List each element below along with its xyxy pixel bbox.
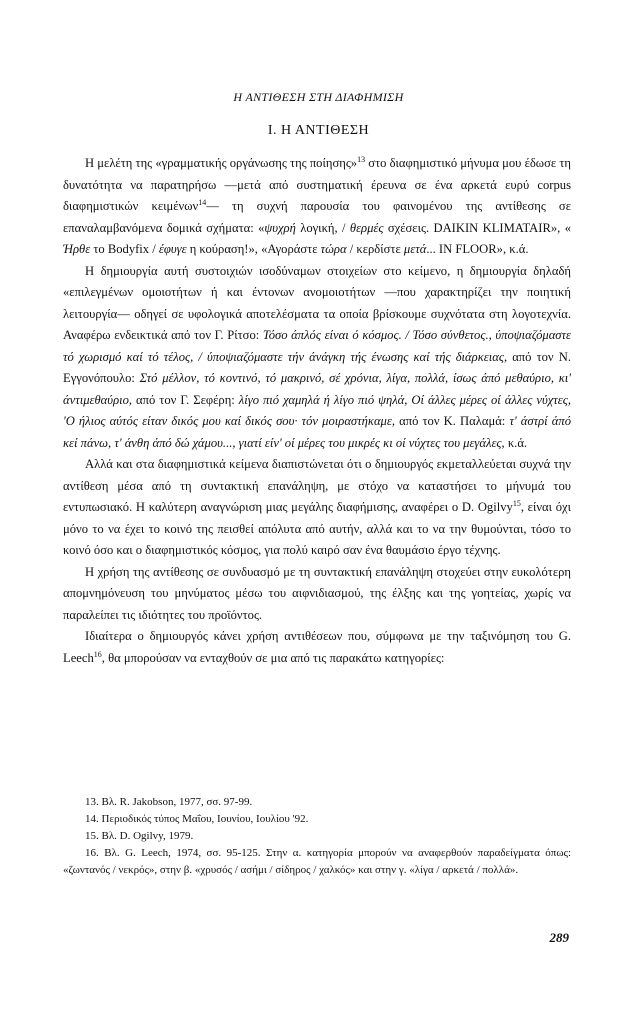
footnote-ref-14: 14 bbox=[198, 197, 207, 207]
quote-ritsos: Τόσο άπλός είναι ό κόσμος. / Τόσο σύνθετος., ύποψιαζόμαστε τό χωρισμό καί τό τέλος, / ύποψιαζόμαστε τήν άνάγκη τής ένωσης καί τής διάρκειας, bbox=[63, 328, 571, 364]
paragraph-4: Η χρήση της αντίθεσης σε συνδυασμό με τη συντακτική επανάληψη στοχεύει στην ευκολότερη απομνημόνευση του μηνύματος μέσω του αιφνιδιασμού, της έλξης και της γοητείας, χωρίς να παραλείπει τις ιδιότητες του προϊόντος. bbox=[63, 564, 571, 622]
paragraph-5: Ιδιαίτερα ο δημιουργός κάνει χρήση αντιθέσεων που, σύμφωνα με την ταξινόμηση του G. Leech$^{16}$, θα μπορούσαν να ενταχθούν σε μια από τις παρακάτω κατηγορίες: bbox=[63, 629, 571, 665]
page-number: 289 bbox=[549, 930, 569, 945]
section-title: Ι. Η ΑΝΤΙΘΕΣΗ bbox=[267, 123, 370, 138]
footnote-ref-13: 13 bbox=[357, 154, 366, 164]
footnote-ref-16: 16 bbox=[93, 649, 102, 659]
footnote-15: 15. Βλ. D. Ogilvy, 1979. bbox=[85, 830, 194, 842]
footnotes bbox=[63, 794, 571, 879]
body-text bbox=[63, 153, 571, 669]
footnote-14: 14. Περιοδικός τύπος Μαΐου, Ιουνίου, Ιουλίου '92. bbox=[85, 813, 309, 825]
footnote-ref-15: 15 bbox=[512, 498, 521, 508]
paragraph-1: Η μελέτη της «γραμματικής οργάνωσης της ποίησης»$^{13}$ στο διαφημιστικό μήνυμα μου έδωσε τη δυνατότητα να παρατηρήσω —μετά από συστηματική έρευνα σε ένα αρκετά ευρύ corpus διαφημιστικών κειμένων$^{14}$— τη συχνή παρουσία του φαινομένου της αντίθεσης σε επαναλαμβανόμενα δομικά σχήματα: «ψυχρή λογική, / θερμές σχέσεις. DAIKIN KLIMATAIR», « Ήρθε το Bodyfix / έφυγε η κούραση!», «Αγοράστε τώρα / κερδίστε μετά... IN FLOOR», κ.ά. bbox=[63, 154, 571, 256]
footnote-16: 16. Βλ. G. Leech, 1974, σσ. 95-125. Στην α. κατηγορία μπορούν να αναφερθούν παραδείγματα όπως: «ζωντανός / νεκρός», στην β. «χρυσός / ασήμι / σίδηρος / χαλκός» και στην γ. «λίγα / αρκετά / πολλά». bbox=[63, 847, 571, 876]
footnote-13: 13. Βλ. R. Jakobson, 1977, σσ. 97-99. bbox=[85, 796, 253, 808]
running-head: Η ΑΝΤΙΘΕΣΗ ΣΤΗ ΔΙΑΦΗΜΙΣΗ bbox=[233, 90, 404, 104]
paragraph-3: Αλλά και στα διαφημιστικά κείμενα διαπιστώνεται ότι ο δημιουργός εκμεταλλεύεται συχνά την αντίθεση μέσα από τη συντακτική επανάληψη, με στόχο να καταστήσει το μήνυμά του εντυπωσιακό. Η καλύτερη αναγνώριση μιας μεγάλης διαφήμισης, αναφέρει ο D. Ogilvy$^{15}$, είναι όχι μόνο το να έχει το κοινό της πεισθεί απόλυτα από αυτήν, αλλά και το να την θυμούνται, τόσο το κοινό όσο και ο διαφημιστικός κόσμος, για πολύ καιρό σαν ένα θαυμάσιο έργο τέχνης. bbox=[63, 457, 571, 557]
quote-seferis: λίγο πιό χαμηλά ή λίγο πιό ψηλά, Οί άλλες μέρες οί άλλες νύχτες, 'Ο ήλιος αύτός είταν δικός μου καί δικός σου· τόν μοιραστήκαμε, bbox=[63, 392, 571, 428]
quote-palamas: τ' άστρί άπό κεί πάνω, τ' άνθη άπό δώ χάμου..., γιατί είν' οί μέρες του μικρές κι οί νύχτες του μεγάλες, bbox=[63, 414, 571, 450]
paragraph-2: Η δημιουργία αυτή συστοιχιών ισοδύναμων στοιχείων στο κείμενο, η δημιουργία δηλαδή «επιλεγμένων ομοιοτήτων ή και έντονων ανομοιοτήτων —που χαρακτηρίζει την ποιητική λειτουργία— οδηγεί σε υφολογικά αποτελέσματα τα οποία βρίσκουμε συχνότατα στη λογοτεχνία. Αναφέρω ενδεικτικά από τον Γ. Ρίτσο: Τόσο άπλός είναι ό κόσμος. / Τόσο σύνθετος., ύποψιαζόμαστε τό χωρισμό καί τό τέλος, / ύποψιαζόμαστε τήν άνάγκη τής ένωσης καί τής διάρκειας, από τον Ν. Εγγονόπουλο: Στό μέλλον, τό κοντινό, τό μακρινό, σέ χρόνια, λίγα, πολλά, ίσως άπό μεθαύριο, κι' άντιμεθαύριο, από τον Γ. Σεφέρη: λίγο πιό χαμηλά ή λίγο πιό ψηλά, Οί άλλες μέρες οί άλλες νύχτες, 'Ο ήλιος αύτός είταν δικός μου καί δικός σου· τόν μοιραστήκαμε, από τον Κ. Παλαμά: τ' άστρί άπό κεί πάνω, τ' άνθη άπό δώ χάμου..., γιατί είν' οί μέρες του μικρές κι οί νύχτες του μεγάλες, κ.ά. bbox=[63, 263, 571, 450]
quote-engonopoulos: Στό μέλλον, τό κοντινό, τό μακρινό, σέ χρόνια, λίγα, πολλά, ίσως άπό μεθαύριο, κι' άντιμεθαύριο, bbox=[63, 371, 571, 407]
